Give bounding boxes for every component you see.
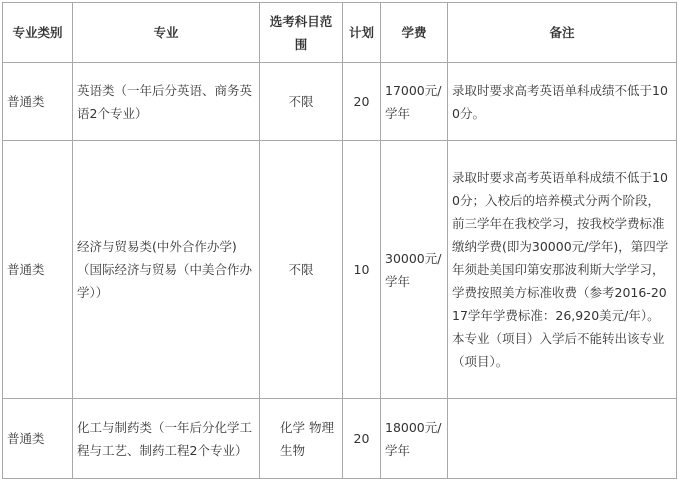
header-fee: 学费 [381,3,448,63]
header-note: 备注 [448,3,677,63]
cell-major: 化工与制药类（一年后分化学工程与工艺、制药工程2个专业） [73,399,260,479]
cell-fee: 17000元/学年 [381,63,448,141]
table-header-row [3,3,677,63]
cell-note [448,399,677,479]
table-row [3,399,677,479]
cell-range: 不限 [260,141,343,399]
header-type: 专业类别 [3,3,73,63]
cell-range: 化学 物理 生物 [260,399,343,479]
cell-range: 不限 [260,63,343,141]
header-range: 选考科目范围 [260,3,343,63]
table-row [3,63,677,141]
cell-fee: 18000元/学年 [381,399,448,479]
cell-plan: 20 [343,399,381,479]
cell-plan: 10 [343,141,381,399]
cell-plan: 20 [343,63,381,141]
table-row [3,141,677,399]
cell-note: 录取时要求高考英语单科成绩不低于100分；入校后的培养模式分两个阶段，前三学年在我校学习，按我校学费标准缴纳学费(即为30000元/学年)，第四学年须赴美国印第安那波利斯大学学习，学费按照美方标准收费（参考2016-2017学年学费标准：26,920美元/年）。本专业（项目）入学后不能转出该专业（项目）。 [448,141,677,399]
cell-major: 英语类（一年后分英语、商务英语2个专业） [73,63,260,141]
header-major: 专业 [73,3,260,63]
cell-note: 录取时要求高考英语单科成绩不低于100分。 [448,63,677,141]
cell-major: 经济与贸易类(中外合作办学)（国际经济与贸易（中美合作办学）） [73,141,260,399]
cell-type: 普通类 [3,63,73,141]
cell-type: 普通类 [3,399,73,479]
cell-fee: 30000元/学年 [381,141,448,399]
cell-type: 普通类 [3,141,73,399]
enrollment-plan-table [2,2,677,479]
header-plan: 计划 [343,3,381,63]
